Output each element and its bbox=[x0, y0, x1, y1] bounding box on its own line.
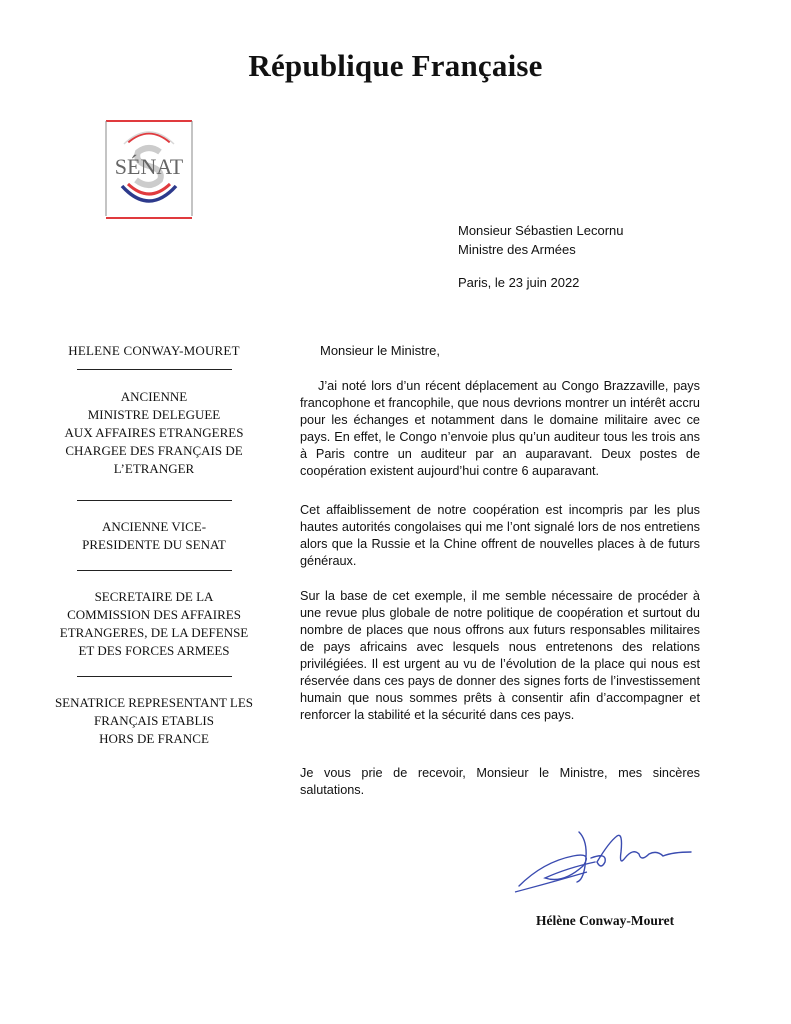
letter-paragraph: Sur la base de cet exemple, il me semble nécessaire de procéder à une revue plus globale de notre politique de coopération et surtout du nombre de places que nous offrons aux futurs responsables militaires de pays africains avec lesquels nous entretenons des relations privilégiées. Il est urgent au vu de l’évolution de la place qui nous est réservée dans ces pays de donner des signes forts de l’investissement humain que nous sommes prêts à consentir afin d’accompagner et renforcer la stabilité et la sécurité dans ces pays. bbox=[300, 589, 700, 722]
sidebar-line: HORS DE FRANCE bbox=[99, 731, 209, 746]
divider bbox=[77, 676, 232, 677]
logo-text: SÉNAT bbox=[114, 154, 184, 179]
sidebar-line: ET DES FORCES ARMEES bbox=[78, 643, 230, 658]
sidebar-block-3 bbox=[38, 588, 270, 660]
sidebar-name: HELENE CONWAY-MOURET bbox=[68, 343, 240, 358]
sidebar-block-1 bbox=[38, 388, 270, 478]
sidebar-line: COMMISSION DES AFFAIRES bbox=[67, 607, 241, 622]
sidebar-block-4 bbox=[38, 694, 270, 748]
sidebar-line: AUX AFFAIRES ETRANGERES bbox=[64, 425, 244, 440]
sidebar-line: SECRETAIRE DE LA bbox=[94, 589, 214, 604]
sidebar-line: FRANÇAIS ETABLIS bbox=[94, 713, 214, 728]
divider bbox=[77, 500, 232, 501]
sidebar-block-2 bbox=[38, 518, 270, 554]
signer-name: Hélène Conway-Mouret bbox=[536, 913, 675, 928]
letter-salutation: Monsieur le Ministre, bbox=[320, 343, 440, 358]
sidebar-line: PRESIDENTE DU SENAT bbox=[82, 537, 226, 552]
handwritten-signature bbox=[513, 822, 698, 894]
divider bbox=[77, 369, 232, 370]
senat-logo bbox=[104, 120, 194, 220]
sidebar-line: ETRANGERES, DE LA DEFENSE bbox=[59, 625, 249, 640]
sidebar-line: MINISTRE DELEGUEE bbox=[87, 407, 221, 422]
letter-paragraph: Cet affaiblissement de notre coopération est incompris par les plus hautes autorités congolaises qui me l’ont signalé lors de nos entretiens alors que la Russie et la Chine offrent de nouvelles places à de futurs généraux. bbox=[300, 503, 700, 568]
page-title: République Française bbox=[248, 48, 543, 83]
sidebar-line: L’ETRANGER bbox=[113, 461, 195, 476]
letter-paragraph: J’ai noté lors d’un récent déplacement au Congo Brazzaville, pays francophone et francophile, que nous devrions montrer un intérêt accru pour les échanges et notamment dans le domaine militaire avec ce pays. En effet, le Congo n’envoie plus qu’un auditeur tous les trois ans à Paris contre un auditeur par an auparavant. Deux postes de coopération existent aujourd’hui contre 6 auparavant. bbox=[300, 379, 700, 478]
recipient-role: Ministre des Armées bbox=[458, 242, 576, 257]
sidebar-line: ANCIENNE VICE- bbox=[101, 519, 207, 534]
sidebar-line: CHARGEE DES FRANÇAIS DE bbox=[65, 443, 243, 458]
letter-date: Paris, le 23 juin 2022 bbox=[458, 275, 580, 290]
recipient-block bbox=[458, 221, 624, 259]
recipient-name: Monsieur Sébastien Lecornu bbox=[458, 223, 624, 238]
sidebar bbox=[38, 342, 270, 748]
sidebar-line: ANCIENNE bbox=[120, 389, 188, 404]
divider bbox=[77, 570, 232, 571]
letter-closing: Je vous prie de recevoir, Monsieur le Ministre, mes sincères salutations. bbox=[300, 766, 700, 797]
sidebar-line: SENATRICE REPRESENTANT LES bbox=[54, 695, 254, 710]
